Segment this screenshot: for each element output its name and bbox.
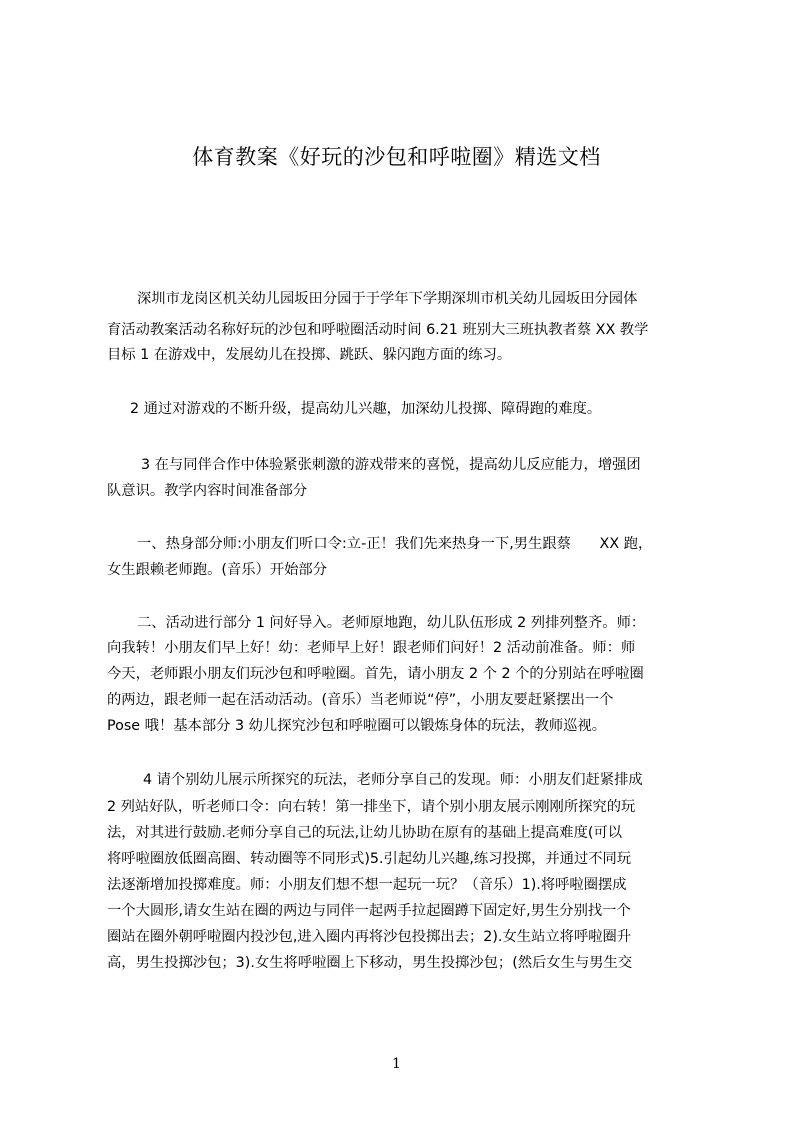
paragraph-6-line-5: 法逐渐增加投掷难度。师：小朋友们想不想一起玩一玩？（音乐）1).将呼啦圈摆成 [107, 877, 627, 893]
paragraph-6-line-7: 圈站在圈外朝呼啦圈内投沙包,进入圈内再将沙包投掷出去；2).女生站立将呼啦圈升 [107, 929, 632, 945]
paragraph-6-line-6: 一个大圆形,请女生站在圈的两边与同伴一起两手拉起圈蹲下固定好,男生分别找一个 [107, 903, 631, 919]
paragraph-2-line-1: 2 通过对游戏的不断升级，提高幼儿兴趣，加深幼儿投掷、障碍跑的难度。 [130, 401, 602, 417]
paragraph-3-line-2: 队意识。教学内容时间准备部分 [107, 483, 308, 499]
paragraph-1-line-1: 深圳市龙岗区机关幼儿园坂田分园于于学年下学期深圳市机关幼儿园坂田分园体 [137, 291, 638, 307]
paragraph-4-line-1: 一、热身部分师:小朋友们听口令:立-正！我们先来热身一下,男生跟蔡 XX 跑， [137, 536, 653, 552]
paragraph-5-line-3: 今天，老师跟小朋友们玩沙包和呼啦圈。首先，请小朋友 2 个 2 个的分别站在呼啦圈 [107, 666, 644, 682]
paragraph-6-line-2: 2 列站好队，听老师口令：向右转！第一排坐下，请个别小朋友展示刚刚所探究的玩 [107, 799, 636, 815]
paragraph-4-line-2: 女生跟赖老师跑。(音乐）开始部分 [107, 562, 328, 578]
paragraph-5-line-5: Pose 哦！基本部分 3 幼儿探究沙包和呼啦圈可以锻炼身体的玩法，教师巡视。 [107, 718, 607, 734]
paragraph-6-line-8: 高，男生投掷沙包；3).女生将呼啦圈上下移动，男生投掷沙包；(然后女生与男生交 [107, 955, 633, 971]
paragraph-1-line-2: 育活动教案活动名称好玩的沙包和呼啦圈活动时间 6.21 班别大三班执教者蔡 XX 教学 [107, 322, 649, 338]
paragraph-6-line-3: 法，对其进行鼓励.老师分享自己的玩法,让幼儿协助在原有的基础上提高难度(可以 [107, 825, 623, 841]
paragraph-1-line-3: 目标 1 在游戏中，发展幼儿在投掷、跳跃、躲闪跑方面的练习。 [107, 347, 512, 363]
page-number: 1 [392, 1056, 401, 1072]
document-title: 体育教案《好玩的沙包和呼啦圈》精选文档 [192, 145, 601, 169]
paragraph-6-line-4: 将呼啦圈放低圈高圈、转动圈等不同形式)5.引起幼儿兴趣,练习投掷，并通过不同玩 [107, 851, 632, 867]
paragraph-6-line-1: 4 请个别幼儿展示所探究的玩法，老师分享自己的发现。师：小朋友们赶紧排成 [143, 772, 643, 788]
paragraph-5-line-2: 向我转！小朋友们早上好！幼：老师早上好！跟老师们问好！2 活动前准备。师：师 [107, 640, 636, 656]
paragraph-5-line-1: 二、活动进行部分 1 问好导入。老师原地跑，幼儿队伍形成 2 列排列整齐。师： [137, 615, 646, 631]
paragraph-5-line-4: 的两边，跟老师一起在活动活动。(音乐）当老师说“停”，小朋友要赶紧摆出一个 [107, 692, 614, 708]
paragraph-3-line-1: 3 在与同伴合作中体验紧张刺激的游戏带来的喜悦，提高幼儿反应能力，增强团 [141, 457, 641, 473]
